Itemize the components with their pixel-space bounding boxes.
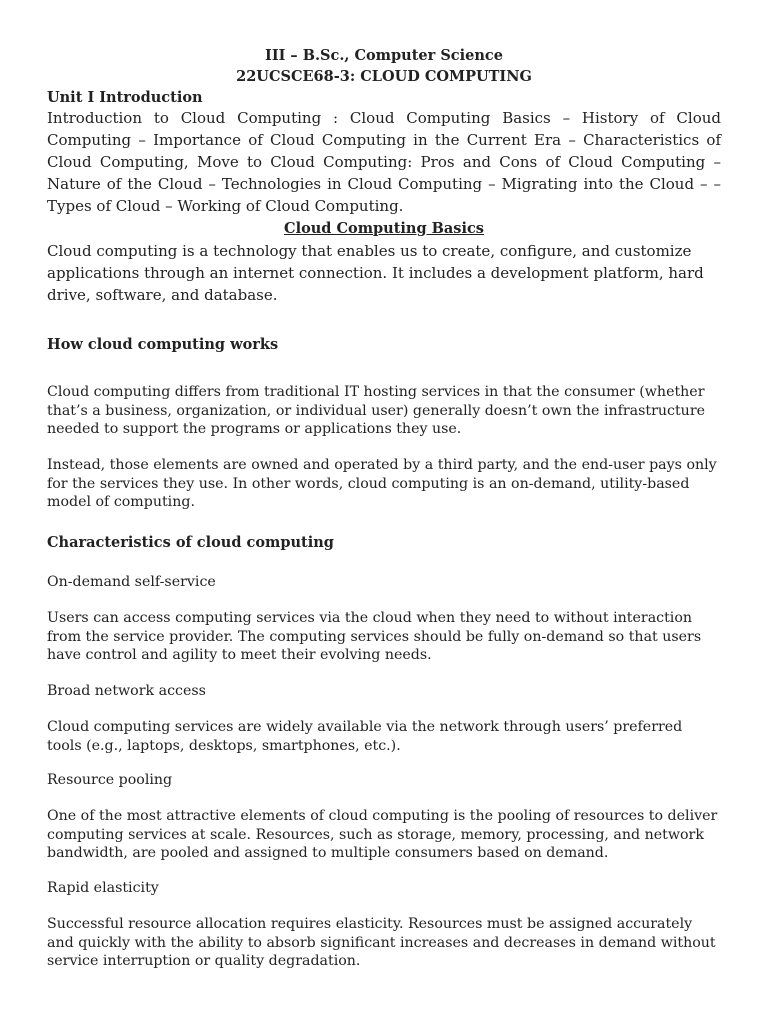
- characteristics-heading: Characteristics of cloud computing: [47, 534, 334, 551]
- characteristic-text: Users can access computing services via the cloud when they need to without interaction from the service provider. The computing services should be fully on-demand so that users have control and agility to meet their evolving needs.: [47, 610, 702, 663]
- characteristic-title: Broad network access: [47, 683, 206, 699]
- subject-line: 22UCSCE68-3: CLOUD COMPUTING: [236, 68, 532, 85]
- characteristic-text: Successful resource allocation requires elasticity. Resources must be assigned accurately and quickly with the ability to absorb significant increases and decreases in demand without service interruption or quality degradation.: [47, 916, 716, 969]
- how-paragraph-2: Instead, those elements are owned and operated by a third party, and the end-user pays only for the services they use. In other words, cloud computing is an on-demand, utility-based model of computing.: [47, 457, 717, 510]
- characteristic-title: Rapid elasticity: [47, 880, 159, 896]
- unit-title: Unit I Introduction: [47, 89, 203, 106]
- how-heading: How cloud computing works: [47, 336, 279, 353]
- course-line: III – B.Sc., Computer Science: [265, 47, 503, 64]
- characteristic-text: Cloud computing services are widely available via the network through users’ preferred tools (e.g., laptops, desktops, smartphones, etc.).: [47, 719, 683, 754]
- how-paragraph-1: Cloud computing differs from traditional IT hosting services in that the consumer (whether that’s a business, organization, or individual user) generally doesn’t own the infrastructure needed to support the programs or applications they use.: [47, 384, 705, 437]
- basics-paragraph: Cloud computing is a technology that enables us to create, configure, and customize applications through an internet connection. It includes a development platform, hard drive, software, and database.: [47, 242, 704, 304]
- characteristic-title: Resource pooling: [47, 772, 173, 788]
- basics-heading: Cloud Computing Basics: [284, 220, 484, 237]
- characteristic-text: One of the most attractive elements of cloud computing is the pooling of resources to deliver computing services at scale. Resources, such as storage, memory, processing, and network bandwidth, are pooled and assigned to multiple consumers based on demand.: [47, 808, 718, 861]
- unit-syllabus: Introduction to Cloud Computing : Cloud Computing Basics – History of Cloud Computing – Importance of Cloud Computing in the Current Era – Characteristics of Cloud Computing, Move to Cloud Computing: Pros and Cons of Cloud Computing – Nature of the Cloud – Technologies in Cloud Computing – Migrating into the Cloud – – Types of Cloud – Working of Cloud Computing.: [47, 109, 721, 215]
- characteristic-title: On-demand self-service: [47, 574, 216, 590]
